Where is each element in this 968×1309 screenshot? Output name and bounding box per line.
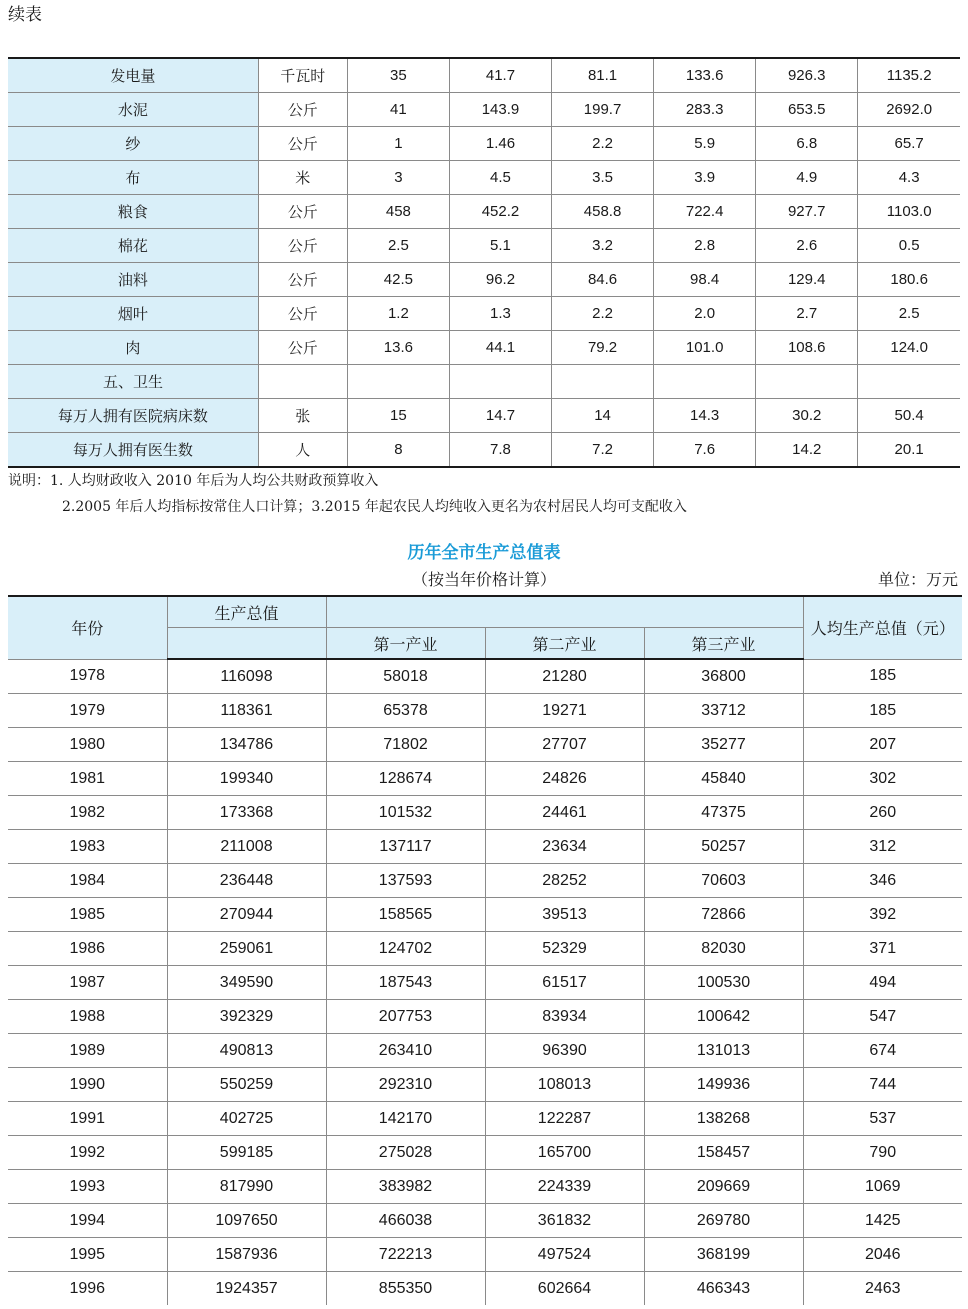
indicator-value: 129.4: [756, 263, 858, 297]
indicator-value: 2.5: [347, 229, 449, 263]
indicator-value: [347, 365, 449, 399]
gdp-cell: 199340: [167, 762, 326, 796]
indicator-value: 6.8: [756, 127, 858, 161]
year-cell: 1979: [8, 694, 167, 728]
secondary-cell: 39513: [485, 898, 644, 932]
indicator-value: 14.7: [449, 399, 551, 433]
indicator-value: 2692.0: [858, 93, 960, 127]
primary-cell: 292310: [326, 1068, 485, 1102]
year-cell: 1989: [8, 1034, 167, 1068]
table-row: [8, 1272, 962, 1306]
indicator-unit: 公斤: [258, 331, 347, 365]
year-cell: 1995: [8, 1238, 167, 1272]
indicator-value: 3.5: [552, 161, 654, 195]
indicator-value: 98.4: [654, 263, 756, 297]
per-capita-cell: 346: [803, 864, 962, 898]
indicator-value: 7.2: [552, 433, 654, 468]
gdp-table-title: 历年全市生产总值表: [407, 543, 561, 563]
table-row: [8, 127, 960, 161]
per-capita-cell: 1069: [803, 1170, 962, 1204]
secondary-cell: 602664: [485, 1272, 644, 1306]
year-cell: 1984: [8, 864, 167, 898]
primary-cell: 65378: [326, 694, 485, 728]
secondary-cell: 83934: [485, 1000, 644, 1034]
secondary-cell: 28252: [485, 864, 644, 898]
tertiary-cell: 100642: [644, 1000, 803, 1034]
header-secondary: 第二产业: [485, 628, 644, 660]
tertiary-cell: 100530: [644, 966, 803, 1000]
note-line-1: 说明：1. 人均财政收入 2010 年后为人均公共财政预算收入: [8, 473, 379, 489]
header-industry-group: [326, 596, 803, 628]
secondary-cell: 61517: [485, 966, 644, 1000]
year-cell: 1985: [8, 898, 167, 932]
gdp-cell: 173368: [167, 796, 326, 830]
year-cell: 1994: [8, 1204, 167, 1238]
indicator-value: 1135.2: [858, 58, 960, 93]
indicator-value: 4.5: [449, 161, 551, 195]
indicator-value: 14.2: [756, 433, 858, 468]
indicator-value: 15: [347, 399, 449, 433]
indicator-unit: 米: [258, 161, 347, 195]
year-cell: 1987: [8, 966, 167, 1000]
tertiary-cell: 209669: [644, 1170, 803, 1204]
header-per-capita: 人均生产总值（元）: [803, 596, 962, 659]
indicator-name: 布: [8, 161, 258, 195]
indicator-value: 5.9: [654, 127, 756, 161]
table-row: [8, 229, 960, 263]
indicator-unit: 公斤: [258, 127, 347, 161]
year-cell: 1981: [8, 762, 167, 796]
per-capita-cell: 392: [803, 898, 962, 932]
indicator-value: [552, 365, 654, 399]
indicator-name: 发电量: [8, 58, 258, 93]
tertiary-cell: 72866: [644, 898, 803, 932]
per-capita-cell: 371: [803, 932, 962, 966]
secondary-cell: 224339: [485, 1170, 644, 1204]
table-row: [8, 1170, 962, 1204]
indicator-unit: 公斤: [258, 263, 347, 297]
header-gdp: 生产总值: [167, 596, 326, 628]
primary-cell: 187543: [326, 966, 485, 1000]
gdp-cell: 1097650: [167, 1204, 326, 1238]
year-cell: 1982: [8, 796, 167, 830]
table-row: [8, 161, 960, 195]
indicator-value: 14.3: [654, 399, 756, 433]
per-capita-cell: 744: [803, 1068, 962, 1102]
per-capita-cell: 302: [803, 762, 962, 796]
indicator-value: 44.1: [449, 331, 551, 365]
indicator-value: 1.2: [347, 297, 449, 331]
gdp-cell: 1587936: [167, 1238, 326, 1272]
gdp-cell: 259061: [167, 932, 326, 966]
gdp-cell: 490813: [167, 1034, 326, 1068]
gdp-cell: 817990: [167, 1170, 326, 1204]
secondary-cell: 24826: [485, 762, 644, 796]
year-cell: 1991: [8, 1102, 167, 1136]
indicator-value: 65.7: [858, 127, 960, 161]
indicator-name: 肉: [8, 331, 258, 365]
indicator-value: 0.5: [858, 229, 960, 263]
table-row: [8, 195, 960, 229]
primary-cell: 101532: [326, 796, 485, 830]
indicator-value: 458.8: [552, 195, 654, 229]
indicator-value: [756, 365, 858, 399]
indicator-unit: 人: [258, 433, 347, 468]
table-row: [8, 399, 960, 433]
indicator-value: 79.2: [552, 331, 654, 365]
indicator-name: 烟叶: [8, 297, 258, 331]
note-line-2: 2.2005 年后人均指标按常住人口计算；3.2015 年起农民人均纯收入更名为农村居民人均可支配收入: [62, 499, 687, 515]
year-cell: 1986: [8, 932, 167, 966]
indicator-value: 722.4: [654, 195, 756, 229]
indicator-value: 1.3: [449, 297, 551, 331]
per-capita-cell: 1425: [803, 1204, 962, 1238]
indicator-value: 452.2: [449, 195, 551, 229]
indicator-value: 1.46: [449, 127, 551, 161]
tertiary-cell: 131013: [644, 1034, 803, 1068]
tertiary-cell: 45840: [644, 762, 803, 796]
indicator-value: 283.3: [654, 93, 756, 127]
indicator-value: [449, 365, 551, 399]
indicator-name: 水泥: [8, 93, 258, 127]
indicator-value: 101.0: [654, 331, 756, 365]
indicator-value: [858, 365, 960, 399]
gdp-cell: 599185: [167, 1136, 326, 1170]
indicator-unit: 千瓦时: [258, 58, 347, 93]
per-capita-cell: 790: [803, 1136, 962, 1170]
year-cell: 1978: [8, 659, 167, 694]
gdp-cell: 402725: [167, 1102, 326, 1136]
gdp-cell: 392329: [167, 1000, 326, 1034]
secondary-cell: 165700: [485, 1136, 644, 1170]
secondary-cell: 96390: [485, 1034, 644, 1068]
primary-cell: 263410: [326, 1034, 485, 1068]
secondary-cell: 122287: [485, 1102, 644, 1136]
indicator-value: 124.0: [858, 331, 960, 365]
indicator-value: 199.7: [552, 93, 654, 127]
indicator-value: 4.9: [756, 161, 858, 195]
indicator-name: 棉花: [8, 229, 258, 263]
indicator-value: 20.1: [858, 433, 960, 468]
tertiary-cell: 70603: [644, 864, 803, 898]
gdp-table-subtitle: （按当年价格计算）: [411, 570, 556, 589]
indicator-name: 每万人拥有医生数: [8, 433, 258, 468]
indicator-value: 13.6: [347, 331, 449, 365]
table-row: [8, 864, 962, 898]
indicator-value: 2.7: [756, 297, 858, 331]
indicator-value: 180.6: [858, 263, 960, 297]
year-cell: 1983: [8, 830, 167, 864]
tertiary-cell: 50257: [644, 830, 803, 864]
gdp-table-unit: 单位：万元: [877, 570, 958, 589]
indicator-value: 42.5: [347, 263, 449, 297]
indicator-value: 50.4: [858, 399, 960, 433]
indicator-value: 653.5: [756, 93, 858, 127]
tertiary-cell: 47375: [644, 796, 803, 830]
primary-cell: 128674: [326, 762, 485, 796]
indicator-value: 35: [347, 58, 449, 93]
gdp-cell: 236448: [167, 864, 326, 898]
table-row: [8, 830, 962, 864]
indicator-unit: 公斤: [258, 93, 347, 127]
primary-cell: 137593: [326, 864, 485, 898]
gdp-table: [8, 595, 962, 1305]
table-row: [8, 762, 962, 796]
table-row: [8, 898, 962, 932]
gdp-cell: 270944: [167, 898, 326, 932]
indicator-value: 2.6: [756, 229, 858, 263]
per-capita-cell: 185: [803, 694, 962, 728]
indicator-value: 108.6: [756, 331, 858, 365]
indicator-value: 2.0: [654, 297, 756, 331]
indicator-value: 41: [347, 93, 449, 127]
per-capita-cell: 185: [803, 659, 962, 694]
per-capita-cell: 494: [803, 966, 962, 1000]
table-row: [8, 93, 960, 127]
primary-cell: 58018: [326, 659, 485, 694]
table-row: [8, 433, 960, 468]
year-cell: 1990: [8, 1068, 167, 1102]
secondary-cell: 24461: [485, 796, 644, 830]
per-capita-cell: 537: [803, 1102, 962, 1136]
per-capita-cell: 207: [803, 728, 962, 762]
year-cell: 1992: [8, 1136, 167, 1170]
per-capita-cell: 260: [803, 796, 962, 830]
indicator-value: 84.6: [552, 263, 654, 297]
table-row: [8, 1034, 962, 1068]
year-cell: 1980: [8, 728, 167, 762]
indicator-value: 2.2: [552, 127, 654, 161]
indicator-unit: 公斤: [258, 229, 347, 263]
table-row: [8, 1068, 962, 1102]
secondary-cell: 497524: [485, 1238, 644, 1272]
gdp-cell: 349590: [167, 966, 326, 1000]
tertiary-cell: 269780: [644, 1204, 803, 1238]
primary-cell: 124702: [326, 932, 485, 966]
table-row: [8, 659, 962, 694]
secondary-cell: 19271: [485, 694, 644, 728]
indicator-name: 粮食: [8, 195, 258, 229]
gdp-cell: 550259: [167, 1068, 326, 1102]
indicator-value: 143.9: [449, 93, 551, 127]
indicator-value: 81.1: [552, 58, 654, 93]
table-row: [8, 966, 962, 1000]
indicator-value: 2.5: [858, 297, 960, 331]
primary-cell: 275028: [326, 1136, 485, 1170]
indicator-value: 14: [552, 399, 654, 433]
indicator-name: 每万人拥有医院病床数: [8, 399, 258, 433]
header-primary: 第一产业: [326, 628, 485, 660]
indicator-value: 133.6: [654, 58, 756, 93]
indicator-table: [8, 57, 960, 468]
indicator-value: 3.9: [654, 161, 756, 195]
per-capita-cell: 312: [803, 830, 962, 864]
gdp-cell: 134786: [167, 728, 326, 762]
indicator-value: 96.2: [449, 263, 551, 297]
table-row: [8, 1102, 962, 1136]
gdp-cell: 116098: [167, 659, 326, 694]
continued-label: 续表: [8, 5, 42, 25]
per-capita-cell: 2046: [803, 1238, 962, 1272]
indicator-value: 5.1: [449, 229, 551, 263]
table-row: [8, 263, 960, 297]
table-row: [8, 365, 960, 399]
indicator-value: 926.3: [756, 58, 858, 93]
table-row: [8, 331, 960, 365]
table-row: [8, 694, 962, 728]
header-tertiary: 第三产业: [644, 628, 803, 660]
indicator-unit: 公斤: [258, 297, 347, 331]
secondary-cell: 361832: [485, 1204, 644, 1238]
secondary-cell: 52329: [485, 932, 644, 966]
primary-cell: 855350: [326, 1272, 485, 1306]
indicator-unit: [258, 365, 347, 399]
table-row: [8, 728, 962, 762]
secondary-cell: 23634: [485, 830, 644, 864]
gdp-cell: 118361: [167, 694, 326, 728]
primary-cell: 383982: [326, 1170, 485, 1204]
year-cell: 1996: [8, 1272, 167, 1306]
table-row: [8, 58, 960, 93]
primary-cell: 142170: [326, 1102, 485, 1136]
table-row: [8, 297, 960, 331]
indicator-value: 1: [347, 127, 449, 161]
indicator-value: [654, 365, 756, 399]
tertiary-cell: 368199: [644, 1238, 803, 1272]
primary-cell: 158565: [326, 898, 485, 932]
indicator-value: 8: [347, 433, 449, 468]
table-row: [8, 1000, 962, 1034]
indicator-value: 4.3: [858, 161, 960, 195]
primary-cell: 137117: [326, 830, 485, 864]
tertiary-cell: 35277: [644, 728, 803, 762]
notes: [8, 468, 960, 520]
indicator-value: 2.8: [654, 229, 756, 263]
primary-cell: 71802: [326, 728, 485, 762]
indicator-name: 油料: [8, 263, 258, 297]
per-capita-cell: 547: [803, 1000, 962, 1034]
indicator-value: 7.8: [449, 433, 551, 468]
indicator-name: 纱: [8, 127, 258, 161]
indicator-name: 五、卫生: [8, 365, 258, 399]
indicator-value: 3: [347, 161, 449, 195]
indicator-unit: 公斤: [258, 195, 347, 229]
indicator-value: 7.6: [654, 433, 756, 468]
indicator-value: 927.7: [756, 195, 858, 229]
primary-cell: 466038: [326, 1204, 485, 1238]
tertiary-cell: 138268: [644, 1102, 803, 1136]
tertiary-cell: 36800: [644, 659, 803, 694]
tertiary-cell: 466343: [644, 1272, 803, 1306]
primary-cell: 207753: [326, 1000, 485, 1034]
indicator-value: 458: [347, 195, 449, 229]
year-cell: 1988: [8, 1000, 167, 1034]
tertiary-cell: 149936: [644, 1068, 803, 1102]
header-year: 年份: [8, 596, 167, 659]
indicator-value: 3.2: [552, 229, 654, 263]
tertiary-cell: 158457: [644, 1136, 803, 1170]
table-row: [8, 1238, 962, 1272]
table-row: [8, 1204, 962, 1238]
gdp-cell: 211008: [167, 830, 326, 864]
tertiary-cell: 33712: [644, 694, 803, 728]
table-row: [8, 796, 962, 830]
indicator-value: 2.2: [552, 297, 654, 331]
gdp-cell: 1924357: [167, 1272, 326, 1306]
indicator-value: 30.2: [756, 399, 858, 433]
secondary-cell: 108013: [485, 1068, 644, 1102]
year-cell: 1993: [8, 1170, 167, 1204]
indicator-unit: 张: [258, 399, 347, 433]
table-row: [8, 932, 962, 966]
indicator-value: 1103.0: [858, 195, 960, 229]
header-gdp-lower: [167, 628, 326, 660]
secondary-cell: 21280: [485, 659, 644, 694]
primary-cell: 722213: [326, 1238, 485, 1272]
tertiary-cell: 82030: [644, 932, 803, 966]
per-capita-cell: 674: [803, 1034, 962, 1068]
table-row: [8, 1136, 962, 1170]
indicator-value: 41.7: [449, 58, 551, 93]
secondary-cell: 27707: [485, 728, 644, 762]
per-capita-cell: 2463: [803, 1272, 962, 1306]
